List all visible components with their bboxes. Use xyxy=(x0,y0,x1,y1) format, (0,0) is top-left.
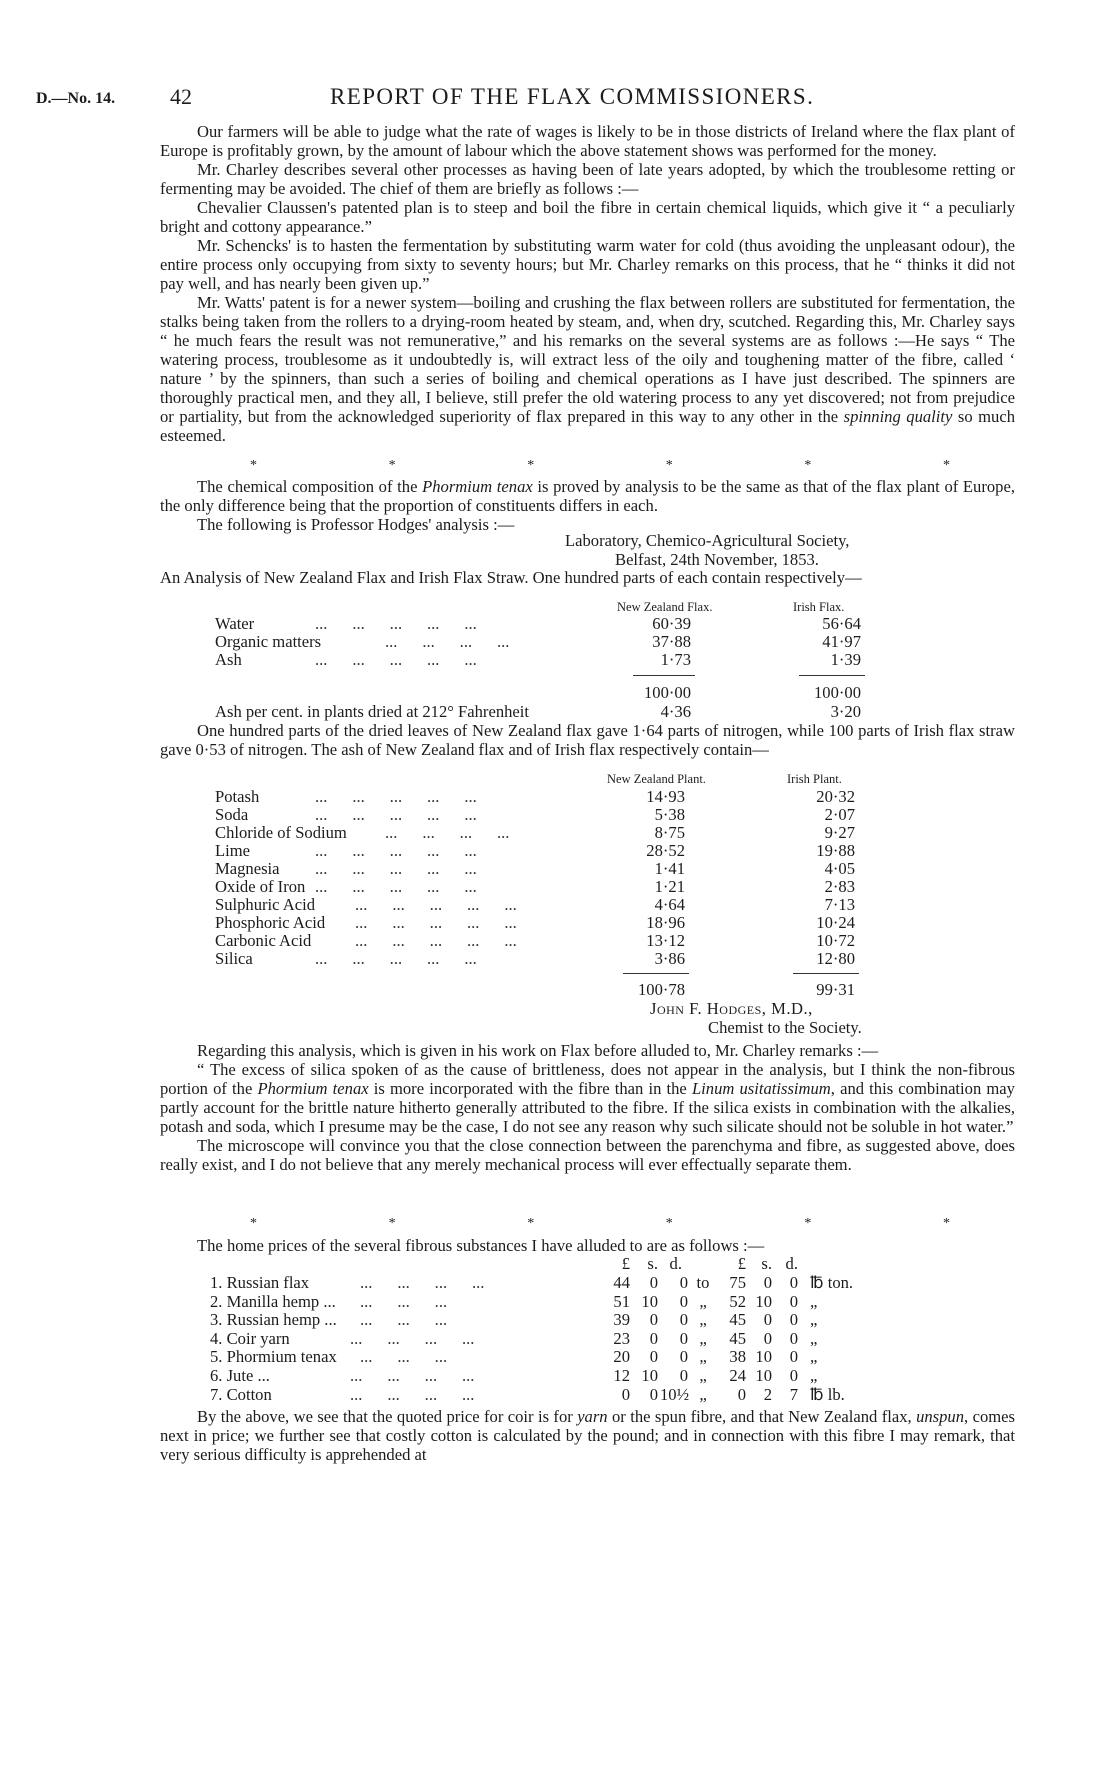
paragraph: Chevalier Claussen's patented plan is to steep and boil the fibre in certain chemical liquids, which give it “ a peculiarly bright and cottony appearance.” xyxy=(160,198,1015,236)
ash-composition-table xyxy=(215,772,895,1002)
price-cell: „ xyxy=(699,1366,707,1385)
price-cell: „ xyxy=(810,1366,818,1385)
leader-dots: ... ... ... xyxy=(360,1291,448,1311)
leader-dots: ... ... ... ... xyxy=(350,1366,475,1385)
table-total-row: 100·78 99·31 xyxy=(637,980,855,999)
price-cell: „ xyxy=(699,1347,707,1367)
price-cell: 0 xyxy=(763,1328,772,1348)
price-cell: 0 xyxy=(649,1310,658,1330)
price-cell: 10 xyxy=(641,1291,658,1311)
table-row: Phosphoric Acid ... ... ... ... ... 18·96 10·24 xyxy=(215,913,855,932)
price-cell: 10 xyxy=(755,1291,772,1311)
price-cell: 0 xyxy=(789,1347,798,1367)
paragraph: The chemical composition of the Phormium tenax is proved by analysis to be the same as that of the flax plant of Europe, the only difference being that the proportion of constituents differs in each. xyxy=(160,477,1015,515)
opening-paragraphs xyxy=(160,122,1015,445)
price-item-label: 7. Cotton xyxy=(210,1384,272,1404)
paragraph: Mr. Watts' patent is for a newer system—boiling and crushing the flax between rollers are substituted for fermentation, the stalks being taken from the rollers to a drying-room heated by steam, and, when dry, scutched. Regarding this, Mr. Charley says “ he much fears the result was not remunerative,” and his remarks on the several systems are as follows :—He says “ The watering process, troublesome as it undoubtedly is, will extract less of the oily and toughening matter of the fibre, called ‘ nature ’ by the spinners, than such a series of boiling and chemical operations as I have just described. The spinners are thoroughly practical men, and they all, I believe, still prefer the old watering process to any yet discovered; not from prejudice or partiality, but from the acknowledged superiority of flax prepared in this way to any other in the spinning quality so much esteemed. xyxy=(160,293,1015,445)
price-cell: 0 xyxy=(649,1384,658,1404)
price-cell: 10 xyxy=(755,1347,772,1367)
section-divider-stars: * * * * * * xyxy=(250,458,950,473)
price-cell: 0 xyxy=(763,1273,772,1292)
table-row: Carbonic Acid ... ... ... ... ... 13·12 10·72 xyxy=(215,931,855,950)
price-cell: 0 xyxy=(649,1328,658,1348)
price-cell: 75 xyxy=(729,1273,746,1292)
section-divider-stars: * * * * * * xyxy=(250,1216,950,1231)
price-cell: 0 xyxy=(679,1328,688,1348)
price-row xyxy=(210,1310,910,1329)
laboratory-date-line: Belfast, 24th November, 1853. xyxy=(615,550,819,569)
price-cell: 45 xyxy=(729,1328,746,1348)
price-cell: „ xyxy=(699,1310,707,1330)
price-cell: 0 xyxy=(679,1273,688,1292)
leader-dots: ... ... ... xyxy=(360,1347,448,1367)
price-cell: 0 xyxy=(789,1366,798,1385)
price-item-label: 3. Russian hemp ... xyxy=(210,1310,337,1330)
table-row: Organic matters ... ... ... ... 37·88 41·97 xyxy=(215,632,861,651)
price-cell: 0 xyxy=(763,1310,772,1330)
page-number: 42 xyxy=(170,84,192,109)
leader-dots: ... ... ... ... xyxy=(360,1273,485,1292)
price-item-label: 1. Russian flax xyxy=(210,1273,310,1292)
paragraph: The following is Professor Hodges' analysis :— xyxy=(197,515,515,534)
price-cell: 10 xyxy=(641,1366,658,1385)
paragraph: The microscope will convince you that the close connection between the parenchyma and fibre, as suggested above, does really exist, and I do not believe that any merely mechanical process will ever effectually separate them. xyxy=(160,1136,1015,1174)
price-cell: to xyxy=(696,1273,710,1292)
table-row: Sulphuric Acid ... ... ... ... ... 4·64 7·13 xyxy=(215,895,855,914)
price-cell: „ xyxy=(699,1384,707,1404)
price-cell: 52 xyxy=(729,1291,746,1311)
quotation: “ The excess of silica spoken of as the cause of brittleness, does not appear in the analysis, but I think the non-fibrous portion of the Phormium tenax is more incorporated with the fibre than in the Linum usitatissimum, and this combination may partly account for the brittle nature hitherto generally attributed to the fibre. If the silica exists in combination with the alkalies, potash and soda, which I presume may be the case, I do not see any reason why such silicate should not be soluble in hot water.” xyxy=(160,1060,1015,1136)
column-header: New Zealand Plant. xyxy=(607,772,706,786)
column-header: Irish Plant. xyxy=(787,772,842,786)
laboratory-line: Laboratory, Chemico-Agricultural Society, xyxy=(565,531,850,550)
price-cell: 12 xyxy=(613,1366,630,1385)
price-item-label: 2. Manilla hemp ... xyxy=(210,1291,336,1311)
price-cell: 0 xyxy=(679,1291,688,1311)
table-row: Ash ... ... ... ... ... 1·73 1·39 xyxy=(215,650,861,669)
analysis-heading: An Analysis of New Zealand Flax and Irish Flax Straw. One hundred parts of each contain respectively— xyxy=(160,568,862,587)
chemical-composition-section xyxy=(160,477,1015,534)
price-cell: 10½ xyxy=(660,1384,690,1404)
price-item-label: 5. Phormium tenax xyxy=(210,1347,337,1367)
table-row: Magnesia ... ... ... ... ... 1·41 4·05 xyxy=(215,859,855,878)
nitrogen-paragraph: One hundred parts of the dried leaves of New Zealand flax gave 1·64 parts of nitrogen, while 100 parts of Irish flax straw gave 0·53 of nitrogen. The ash of New Zealand flax and of Irish flax respectively contain— xyxy=(160,721,1015,759)
price-row xyxy=(210,1292,910,1311)
price-cell: 7 xyxy=(789,1384,798,1404)
price-item-label: 6. Jute ... xyxy=(210,1366,270,1385)
table-row: Silica ... ... ... ... ... 3·86 12·80 xyxy=(215,949,855,968)
price-cell: 0 xyxy=(789,1310,798,1330)
price-cell: ℔ ton. xyxy=(810,1273,854,1292)
total-rule xyxy=(633,675,695,676)
price-cell: 39 xyxy=(613,1310,630,1330)
total-rule xyxy=(793,973,859,974)
table-row: Water ... ... ... ... ... 60·39 56·64 xyxy=(215,614,861,633)
price-cell: „ xyxy=(699,1328,707,1348)
price-cell: 0 xyxy=(679,1347,688,1367)
signature-role: Chemist to the Society. xyxy=(708,1018,862,1037)
page-title: REPORT OF THE FLAX COMMISSIONERS. xyxy=(330,84,815,109)
document-reference: D.—No. 14. xyxy=(36,90,116,107)
price-cell: 38 xyxy=(729,1347,746,1367)
price-cell: 0 xyxy=(789,1291,798,1311)
price-cell: 44 xyxy=(613,1273,630,1292)
table-row: Lime ... ... ... ... ... 28·52 19·88 xyxy=(215,841,855,860)
price-cell: 2 xyxy=(763,1384,772,1404)
column-header: New Zealand Flax. xyxy=(617,600,713,614)
signature-name: John F. Hodges, M.D., xyxy=(650,999,813,1018)
leader-dots: ... ... ... xyxy=(360,1310,448,1330)
price-cell: 0 xyxy=(737,1384,746,1404)
price-cell: 0 xyxy=(789,1273,798,1292)
column-header: Irish Flax. xyxy=(793,600,845,614)
price-row xyxy=(210,1366,910,1385)
leader-dots: ... ... ... ... xyxy=(350,1328,475,1348)
table-ash-row: Ash per cent. in plants dried at 212° Fahrenheit 4·36 3·20 xyxy=(215,702,861,721)
price-cell: 20 xyxy=(613,1347,630,1367)
page-header xyxy=(0,84,1114,114)
price-cell: 51 xyxy=(613,1291,630,1311)
price-cell: „ xyxy=(810,1291,818,1311)
price-cell: „ xyxy=(810,1310,818,1330)
price-cell: 0 xyxy=(649,1347,658,1367)
price-row xyxy=(210,1347,910,1366)
paragraph: Regarding this analysis, which is given in his work on Flax before alluded to, Mr. Charley remarks :— xyxy=(197,1041,879,1060)
price-cell: 0 xyxy=(679,1310,688,1330)
table-row: Chloride of Sodium ... ... ... ... 8·75 9·27 xyxy=(215,823,855,842)
price-cell: 10 xyxy=(755,1366,772,1385)
paragraph: Our farmers will be able to judge what the rate of wages is likely to be in those districts of Ireland where the flax plant of Europe is profitably grown, by the amount of labour which the above statement shows was performed for the money. xyxy=(160,122,1015,160)
fibre-prices-table xyxy=(210,1254,910,1404)
paragraph: Mr. Charley describes several other processes as having been of late years adopted, by which the troublesome retting or fermenting may be avoided. The chief of them are briefly as follows :— xyxy=(160,160,1015,198)
price-cell: 0 xyxy=(621,1384,630,1404)
price-cell: „ xyxy=(699,1291,707,1311)
table-row: Soda ... ... ... ... ... 5·38 2·07 xyxy=(215,805,855,824)
price-cell: ℔ lb. xyxy=(810,1384,845,1404)
prices-intro: The home prices of the several fibrous substances I have alluded to are as follows :— xyxy=(197,1236,765,1255)
price-item-label: 4. Coir yarn xyxy=(210,1328,290,1348)
price-cell: 23 xyxy=(613,1328,630,1348)
closing-paragraph: By the above, we see that the quoted price for coir is for yarn or the spun fibre, and that New Zealand flax, unspun, comes next in price; we further see that costly cotton is calculated by the pound; and in connection with this fibre I may remark, that very serious difficulty is apprehended at xyxy=(160,1407,1015,1464)
table-row: Oxide of Iron ... ... ... ... ... 1·21 2·83 xyxy=(215,877,855,896)
price-row xyxy=(210,1329,910,1348)
leader-dots: ... ... ... ... xyxy=(350,1384,475,1404)
charley-remarks-section xyxy=(160,1041,1015,1174)
price-row xyxy=(210,1385,910,1404)
price-cell: „ xyxy=(810,1347,818,1367)
price-cell: 45 xyxy=(729,1310,746,1330)
paragraph: Mr. Schencks' is to hasten the fermentation by substituting warm water for cold (thus avoiding the unpleasant odour), the entire process only occupying from sixty to seventy hours; but Mr. Charley remarks on this process, that he “ thinks it did not pay well, and has nearly been given up.” xyxy=(160,236,1015,293)
price-row xyxy=(210,1273,910,1292)
table-row: Potash ... ... ... ... ... 14·93 20·32 xyxy=(215,787,855,806)
price-cell: 0 xyxy=(649,1273,658,1292)
price-cell: 24 xyxy=(729,1366,746,1385)
price-header-row: £ s. d. £ s. d. xyxy=(621,1254,798,1273)
price-cell: 0 xyxy=(789,1328,798,1348)
price-cell: „ xyxy=(810,1328,818,1348)
price-cell: 0 xyxy=(679,1366,688,1385)
total-rule xyxy=(623,973,689,974)
table-total-row: 100·00 100·00 xyxy=(643,683,861,702)
total-rule xyxy=(799,675,865,676)
flax-analysis-table xyxy=(215,600,895,730)
